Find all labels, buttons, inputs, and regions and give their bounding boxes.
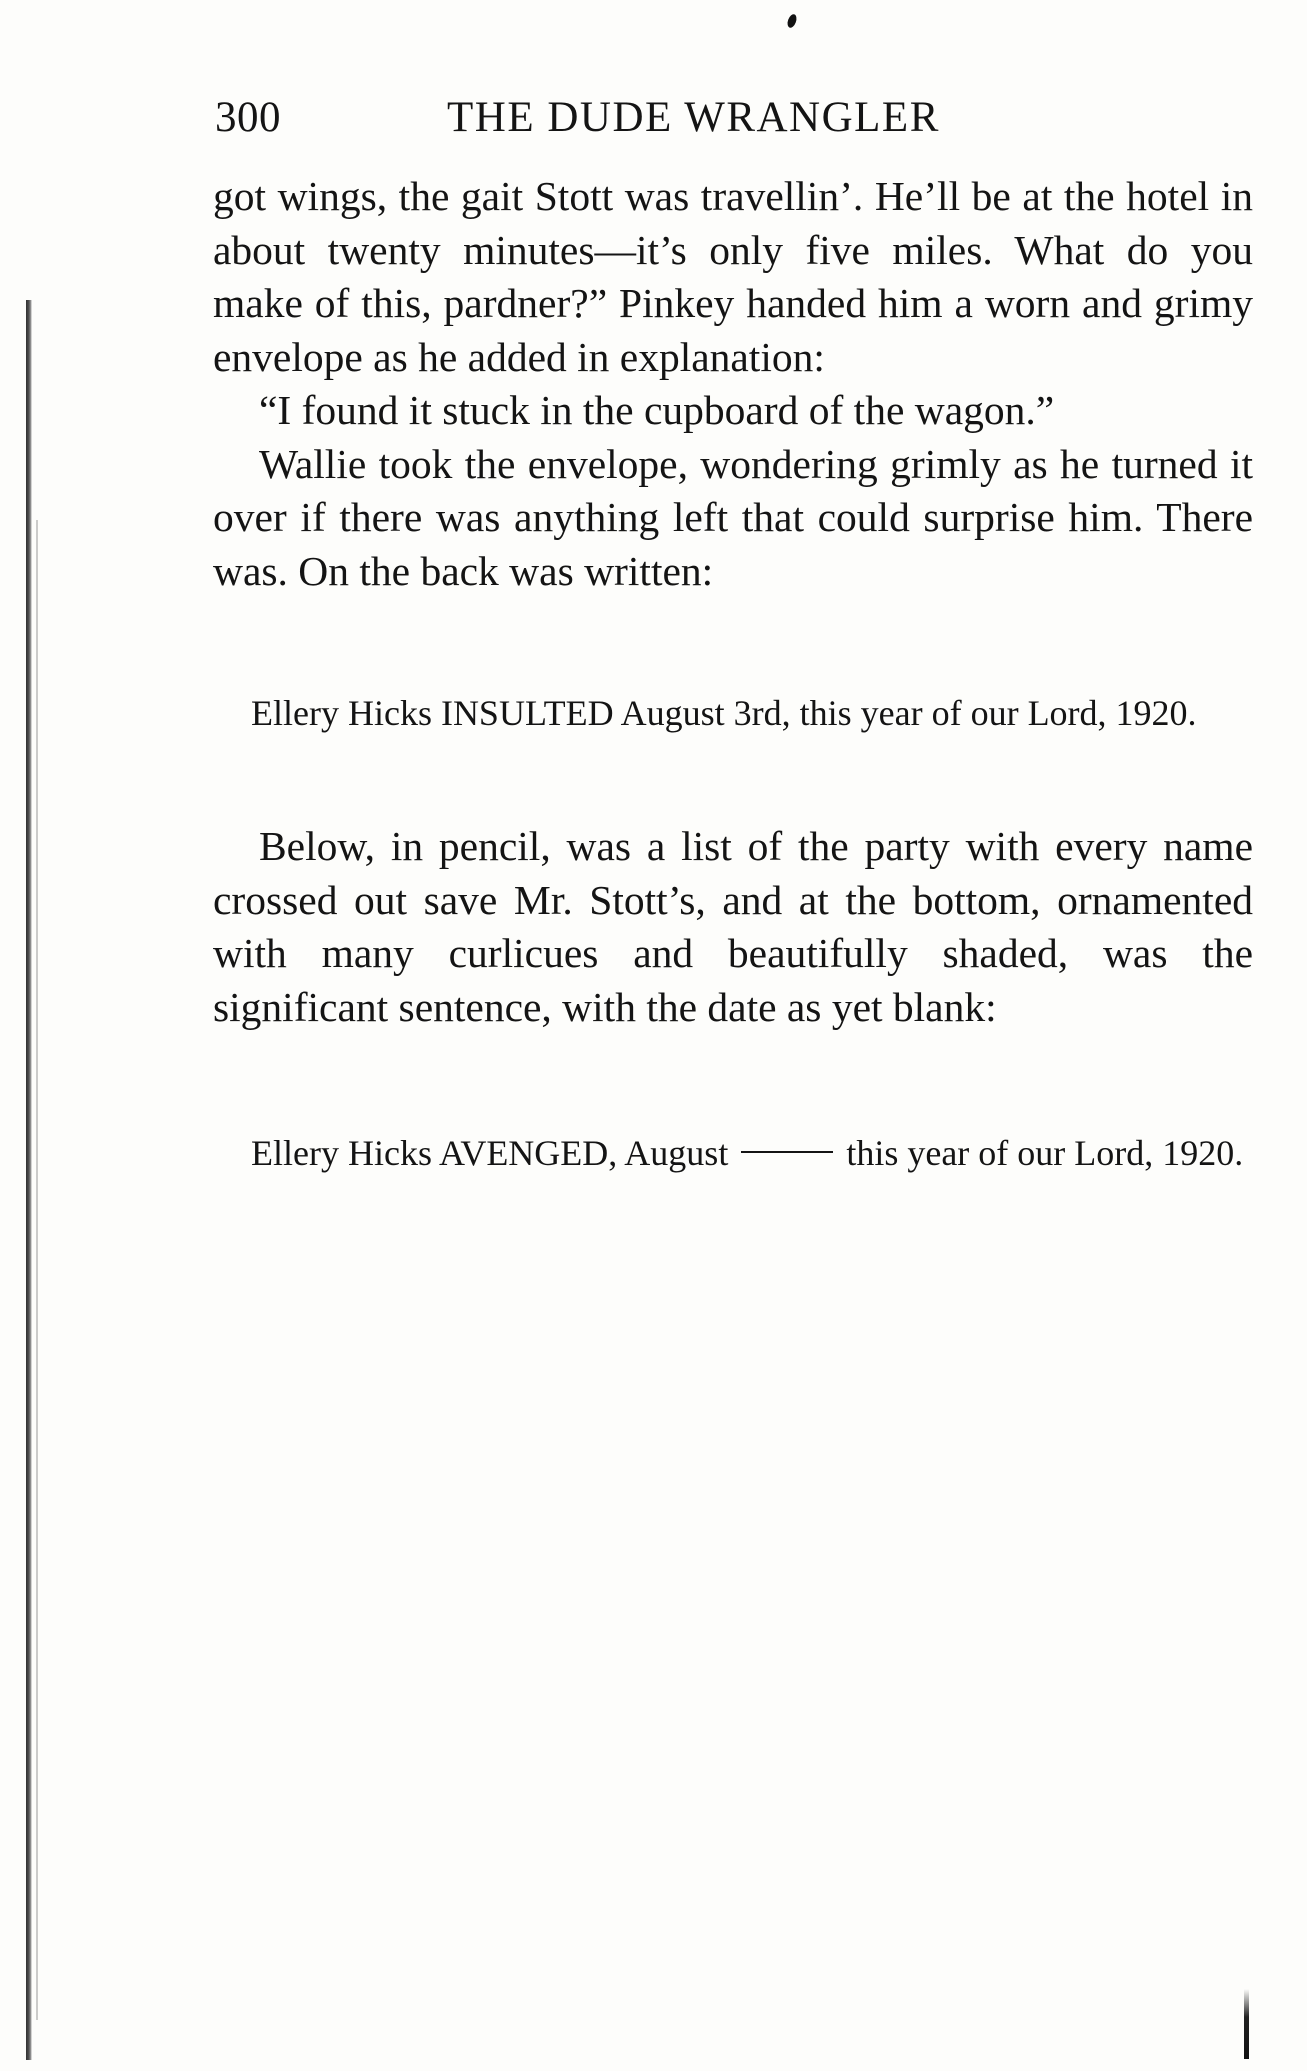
running-title: THE DUDE WRANGLER <box>447 94 940 141</box>
inscription-avenged <box>213 1130 1253 1176</box>
body-text-top <box>213 170 1253 598</box>
inscription-insulted: Ellery Hicks INSULTED August 3rd, this year of our Lord, 1920. <box>251 693 1197 733</box>
body-text-middle <box>213 820 1253 1034</box>
scan-binding-edge <box>26 300 32 2060</box>
scan-corner-mark <box>1244 1989 1249 2059</box>
paragraph-2: “I found it stuck in the cupboard of the wagon.” <box>259 387 1055 433</box>
paragraph-1: got wings, the gait Stott was travellin’. He’ll be at the hotel in about twenty minutes—it’s only five miles. What do you make of this, pardner?” Pinkey handed him a worn and grimy envelope as he added in explanation: <box>213 173 1253 380</box>
page-header <box>215 93 1255 143</box>
paragraph-3: Wallie took the envelope, wondering grimly as he turned it over if there was anything left that could surprise him. There was. On the back was written: <box>213 440 1253 594</box>
ink-speck <box>786 13 798 29</box>
inscription-avenged-end: this year of our Lord, 1920. <box>846 1133 1244 1173</box>
page-number: 300 <box>215 94 281 141</box>
inscription-avenged-start: Ellery Hicks AVENGED, August <box>251 1133 729 1173</box>
paragraph-4: Below, in pencil, was a list of the party with every name crossed out save Mr. Stott’s, and at the bottom, ornamented with many curlicues and beautifully shaded, was the significant sentence, with the date as yet blank: <box>213 823 1253 1030</box>
inscription-1 <box>213 690 1253 736</box>
scan-binding-shadow <box>36 520 38 2020</box>
blank-date-line <box>741 1151 833 1153</box>
inscription-2 <box>213 1130 1253 1176</box>
